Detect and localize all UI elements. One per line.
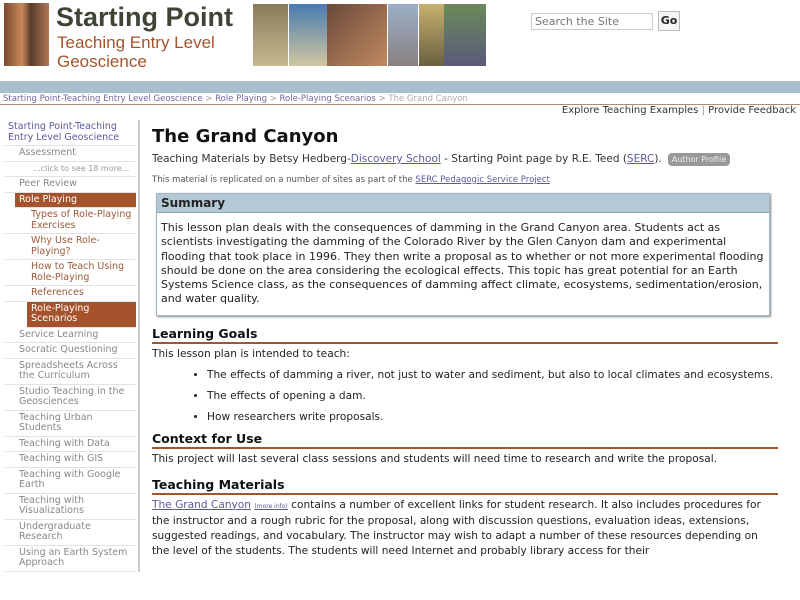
sidebar-item[interactable]: Teaching with Visualizations: [5, 494, 136, 520]
sidebar-item[interactable]: Spreadsheets Across the Curriculum: [5, 359, 136, 385]
materials-heading: Teaching Materials: [152, 477, 778, 495]
serc-link[interactable]: SERC: [626, 153, 655, 165]
list-item: • The effects of opening a dam.: [207, 389, 778, 403]
sidebar-item[interactable]: Service Learning: [5, 328, 136, 344]
sidebar-item[interactable]: Teaching with Google Earth: [5, 468, 136, 494]
sidebar-subitem[interactable]: References: [5, 286, 136, 302]
goals-list: [207, 368, 778, 424]
sidebar-more[interactable]: ...click to see 18 more...: [5, 162, 136, 178]
sidebar-item-home[interactable]: Starting Point-Teaching Entry Level Geoscience: [5, 120, 136, 146]
discovery-school-link[interactable]: Discovery School: [350, 153, 441, 165]
logo-image: [4, 3, 49, 66]
breadcrumb-link[interactable]: Role Playing: [215, 94, 267, 104]
materials-text: [152, 498, 778, 559]
search-input[interactable]: [531, 13, 653, 30]
main-content: [152, 126, 778, 559]
sidebar-subitem[interactable]: How to Teach Using Role-Playing: [5, 260, 136, 286]
learning-goals-heading: Learning Goals: [152, 326, 778, 344]
sidebar-subitem-active[interactable]: Role-Playing Scenarios: [27, 302, 136, 328]
summary-heading: Summary: [157, 194, 769, 213]
note-text: This material is replicated on a number of sites as part of the: [152, 175, 416, 185]
list-item: • How researchers write proposals.: [207, 410, 778, 424]
header-photo: [419, 4, 444, 66]
breadcrumb-current: The Grand Canyon: [388, 94, 468, 104]
replication-note: [152, 175, 778, 185]
byline: [152, 153, 778, 166]
sidebar-item[interactable]: Teaching with GIS: [5, 452, 136, 468]
sidebar-item[interactable]: Studio Teaching in the Geosciences: [5, 385, 136, 411]
context-text: This project will last several class sessions and students will need time to research and write the proposal.: [152, 452, 718, 465]
materials-body: contains a number of excellent links for student research. It also includes procedures for the instructor and a rough rubric for the proposal, along with discussion questions, evaluation ideas, extensions, suggested readings, and vocabulary. The instructor may wish to adapt a number of these resources depending on the level of the students. The students will need Internet and probably library access for their: [152, 498, 761, 557]
sidebar-item-active[interactable]: Role Playing: [15, 193, 136, 209]
sidebar-item[interactable]: Undergraduate Research: [5, 520, 136, 546]
top-links: [562, 105, 796, 116]
sidebar-item[interactable]: Teaching Urban Students: [5, 411, 136, 437]
search-go-button[interactable]: Go: [658, 11, 680, 31]
sidebar-subitem[interactable]: Why Use Role-Playing?: [5, 234, 136, 260]
header-photo: [253, 4, 288, 66]
summary-box: [156, 193, 770, 316]
list-item: • The effects of damming a river, not just to water and sediment, but also to local climates and ecosystems.: [207, 368, 778, 382]
sidebar-item[interactable]: Assessment: [5, 146, 136, 162]
header-photo: [327, 4, 387, 66]
sidebar-item[interactable]: Socratic Questioning: [5, 343, 136, 359]
explore-link[interactable]: Explore Teaching Examples: [561, 105, 699, 116]
separator: |: [701, 105, 705, 116]
serc-project-link[interactable]: SERC Pedagogic Service Project: [415, 175, 550, 185]
sidebar-item[interactable]: Teaching with Data: [5, 437, 136, 453]
breadcrumb-link[interactable]: Role-Playing Scenarios: [279, 94, 376, 104]
breadcrumb: Starting Point-Teaching Entry Level Geoscience > Role Playing > Role-Playing Scenarios > The Grand Canyon: [0, 93, 800, 105]
sidebar-item[interactable]: Using an Earth System Approach: [5, 546, 136, 572]
sidebar-subitem[interactable]: Types of Role-Playing Exercises: [5, 208, 136, 234]
summary-text: This lesson plan deals with the consequences of damming in the Grand Canyon area. Students act as scientists investigating the damming of the Colorado River by the Glen Canyon dam and experimental flooding that took place in 1996. They then write a proposal as to whether or not more experimental flooding should be done on the area considering the ecological effects. This topic has great potential for an Earth Systems Science class, as the consequences of damming affect climate, ecosystems, sedimentation/erosion, and water quality.: [161, 221, 764, 306]
feedback-link[interactable]: Provide Feedback: [708, 105, 796, 116]
author-profile-button[interactable]: Author Profile: [668, 153, 730, 166]
site-title[interactable]: Starting Point: [56, 2, 233, 32]
more-info-link[interactable]: (more info): [254, 502, 288, 510]
byline-text: - Starting Point page by R.E. Teed (: [440, 153, 627, 165]
page-title: The Grand Canyon: [152, 126, 339, 147]
header-photo: [388, 4, 418, 66]
goals-intro: This lesson plan is intended to teach:: [152, 347, 350, 360]
context-heading: Context for Use: [152, 431, 778, 449]
grand-canyon-link[interactable]: The Grand Canyon: [152, 498, 252, 511]
sidebar-item[interactable]: Peer Review: [5, 177, 136, 193]
nav-bar: [0, 81, 800, 93]
sidebar: [5, 120, 140, 572]
breadcrumb-link[interactable]: Starting Point-Teaching Entry Level Geoscience: [3, 94, 203, 104]
header-photo: [289, 4, 327, 66]
byline-text: ).: [654, 153, 662, 165]
byline-text: Teaching Materials by Betsy Hedberg-: [152, 153, 351, 165]
header-photo: [444, 4, 486, 66]
site-subtitle[interactable]: Teaching Entry Level Geoscience: [57, 33, 215, 71]
